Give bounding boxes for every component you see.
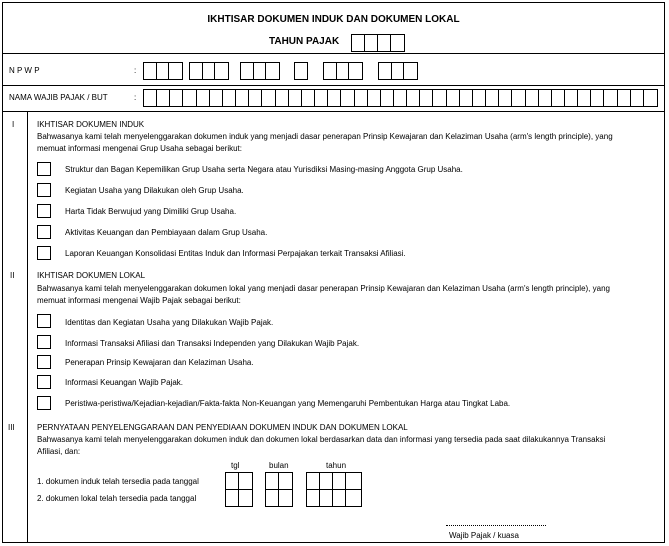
section-1-intro-line-1: Bahwasanya kami telah menyelenggarakan dokumen induk yang menjadi dasar penerapan Prinsip Kewajaran dan Kelaziman Usaha (arm's length principle), yang	[37, 132, 613, 141]
section-1-item-1-label: Struktur dan Bagan Kepemilikan Grup Usaha serta Negara atau Yurisdiksi Masing-masing Anggota Grup Usaha.	[65, 165, 463, 174]
npwp-colon: :	[134, 66, 137, 75]
signature-label: Wajib Pajak / kuasa	[449, 531, 519, 540]
local-file-date-month[interactable]	[265, 489, 293, 507]
section-2-item-5-label: Peristiwa-peristiwa/Kejadian-kejadian/Fakta-fakta Non-Keuangan yang Memengaruhi Pembentukan Harga atau Tingkat Laba.	[65, 399, 511, 408]
section-2-item-1-checkbox[interactable]	[37, 314, 51, 328]
taxpayer-name-label: NAMA WAJIB PAJAK / BUT	[9, 93, 108, 102]
taxpayer-name-colon: :	[134, 93, 137, 102]
section-3-title: PERNYATAAN PENYELENGGARAAN DAN PENYEDIAAN DOKUMEN INDUK DAN DOKUMEN LOKAL	[37, 423, 408, 432]
section-2-item-3-checkbox[interactable]	[37, 355, 51, 369]
section-2-item-2-checkbox[interactable]	[37, 335, 51, 349]
section-1-item-4-label: Aktivitas Keuangan dan Pembiayaan dalam Grup Usaha.	[65, 228, 268, 237]
local-file-date-label: 2. dokumen lokal telah tersedia pada tanggal	[37, 494, 197, 503]
tax-year-input[interactable]	[351, 34, 405, 52]
section-2-item-2-label: Informasi Transaksi Afiliasi dan Transaksi Independen yang Dilakukan Wajib Pajak.	[65, 339, 360, 348]
npwp-group-1[interactable]	[143, 62, 183, 80]
section-1-item-3-label: Harta Tidak Berwujud yang Dimiliki Grup Usaha.	[65, 207, 237, 216]
section-1-item-5-checkbox[interactable]	[37, 246, 51, 260]
section-3-number: III	[8, 423, 15, 432]
date-column-tahun: tahun	[326, 461, 347, 470]
npwp-group-5[interactable]	[323, 62, 363, 80]
section-2-item-5-checkbox[interactable]	[37, 396, 51, 410]
npwp-group-6[interactable]	[378, 62, 418, 80]
npwp-group-4[interactable]	[294, 62, 308, 80]
section-2-item-3-label: Penerapan Prinsip Kewajaran dan Kelaziman Usaha.	[65, 358, 254, 367]
section-2-number: II	[10, 271, 15, 280]
master-file-date-label: 1. dokumen induk telah tersedia pada tanggal	[37, 477, 199, 486]
section-1-item-3-checkbox[interactable]	[37, 204, 51, 218]
npwp-group-3[interactable]	[240, 62, 280, 80]
master-file-date-month[interactable]	[265, 472, 293, 490]
date-column-tgl: tgl	[231, 461, 240, 470]
section-1-item-2-checkbox[interactable]	[37, 183, 51, 197]
master-file-date-year[interactable]	[306, 472, 362, 490]
section-1-number: I	[12, 120, 15, 129]
section-3-intro-line-1: Bahwasanya kami telah menyelenggarakan dokumen induk dan dokumen lokal berdasarkan data dan informasi yang tersedia pada saat dilakukannya Transaksi	[37, 435, 606, 444]
local-file-date-day[interactable]	[225, 489, 253, 507]
section-2-intro-line-2: memuat informasi mengenai Wajib Pajak sebagai berikut:	[37, 296, 241, 305]
section-2-title: IKHTISAR DOKUMEN LOKAL	[37, 271, 146, 280]
form-title: IKHTISAR DOKUMEN INDUK DAN DOKUMEN LOKAL	[207, 14, 460, 25]
local-file-date-year[interactable]	[306, 489, 362, 507]
section-1-intro-line-2: memuat informasi mengenai Grup Usaha sebagai berikut:	[37, 144, 242, 153]
master-file-date-day[interactable]	[225, 472, 253, 490]
section-1-item-5-label: Laporan Keuangan Konsolidasi Entitas Induk dan Informasi Perpajakan terkait Transaksi Afiliasi.	[65, 249, 406, 258]
npwp-label: N P W P	[9, 66, 40, 75]
section-3-intro-line-2: Afiliasi, dan:	[37, 447, 81, 456]
form-container	[2, 2, 665, 543]
taxpayer-name-input[interactable]	[143, 89, 658, 107]
section-2-item-4-checkbox[interactable]	[37, 375, 51, 389]
section-1-item-2-label: Kegiatan Usaha yang Dilakukan oleh Grup Usaha.	[65, 186, 244, 195]
tax-year-label: TAHUN PAJAK	[269, 36, 340, 47]
section-2-intro-line-1: Bahwasanya kami telah menyelenggarakan dokumen lokal yang menjadi dasar penerapan Prinsip Kewajaran dan Kelaziman Usaha (arm's length principle), yang	[37, 284, 610, 293]
npwp-group-2[interactable]	[189, 62, 229, 80]
section-2-item-1-label: Identitas dan Kegiatan Usaha yang Dilakukan Wajib Pajak.	[65, 318, 274, 327]
section-2-item-4-label: Informasi Keuangan Wajib Pajak.	[65, 378, 183, 387]
section-1-item-4-checkbox[interactable]	[37, 225, 51, 239]
date-column-bulan: bulan	[269, 461, 289, 470]
section-1-item-1-checkbox[interactable]	[37, 162, 51, 176]
section-1-title: IKHTISAR DOKUMEN INDUK	[37, 120, 145, 129]
signature-line[interactable]	[446, 525, 546, 526]
